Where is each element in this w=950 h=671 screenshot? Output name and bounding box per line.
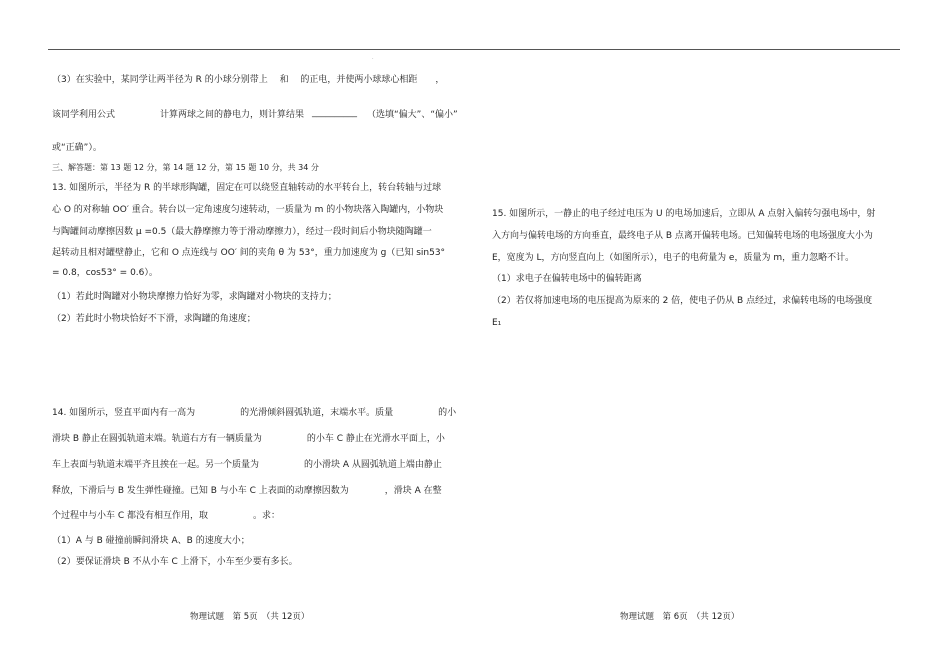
header-dot: · (372, 56, 374, 62)
q13-line3: 与陶罐间动摩擦因数 μ =0.5（最大静摩擦力等于滑动摩擦力），经过一段时间后小物块随陶罐一 (52, 227, 432, 237)
section3-header: 三、解答题：第 13 题 12 分，第 14 题 12 分，第 15 题 10 分，共 34 分 (52, 163, 319, 172)
q15-line1: 15. 如图所示，一静止的电子经过电压为 U 的电场加速后，立即从 A 点射入偏转匀强电场中，射 (492, 209, 876, 219)
q15-part2-cont: E₁ (492, 318, 502, 328)
q15-part2: （2）若仅将加速电场的电压提高为原来的 2 倍，使电子仍从 B 点经过，求偏转电场的电场强度 (492, 296, 873, 306)
header-rule (48, 49, 900, 50)
q13-part1: （1）若此时陶罐对小物块摩擦力恰好为零，求陶罐对小物块的支持力； (52, 292, 337, 302)
q15-part1: （1）求电子在偏转电场中的偏转距离 (492, 274, 642, 284)
q13-line1: 13. 如图所示，半径为 R 的半球形陶罐，固定在可以绕竖直轴转动的水平转台上，转台转轴与过球 (52, 183, 442, 193)
q12-part3-line2-suffix: 计算两球之间的静电力，则计算结果 (160, 110, 305, 120)
q14-part1: （1）A 与 B 碰撞前瞬间滑块 A、B 的速度大小； (52, 536, 250, 546)
q12-part3-line3: 或“正确”）。 (52, 143, 102, 153)
q13-line5: = 0.8，cos53° = 0.6）。 (52, 268, 158, 278)
q15-line2: 入方向与偏转电场的方向垂直，最终电子从 B 点离开偏转电场。已知偏转电场的电场强度大小为 (492, 231, 873, 241)
right-page-footer: 物理试题 第 6页 （共 12页） (620, 612, 740, 622)
q12-part3-line2-prefix: 该同学利用公式 (52, 110, 116, 120)
q14-line1: 14. 如图所示，竖直平面内有一高为 的光滑倾斜圆弧轨道，末端水平。质量 的小 (52, 408, 457, 418)
q14-line3: 车上表面与轨道末端平齐且挨在一起。另一个质量为 的小滑块 A 从圆弧轨道上端由静止 (52, 460, 442, 470)
q13-line4: 起转动且相对罐壁静止，它和 O 点连线与 OO′ 间的夹角 θ 为 53°，重力加速度为 g（已知 sin53° (52, 248, 446, 258)
q14-part2: （2）要保证滑块 B 不从小车 C 上滑下，小车至少要有多长。 (52, 557, 298, 567)
q12-part3-options: （选填“偏大”、“偏小” (367, 110, 458, 120)
left-page-footer: 物理试题 第 5页 （共 12页） (190, 612, 310, 622)
q14-line4: 释放，下滑后与 B 发生弹性碰撞。已知 B 与小车 C 上表面的动摩擦因数为 ，滑块 A 在整 (52, 486, 442, 496)
q12-answer-blank: __________ (312, 108, 357, 118)
q14-line5: 个过程中与小车 C 都没有相互作用，取 。求： (52, 511, 281, 521)
q12-part3-line1: （3）在实验中，某同学让两半径为 R 的小球分别带上 和 的正电，并使两小球球心相距 ， (52, 75, 445, 85)
q14-line2: 滑块 B 静止在圆弧轨道末端。轨道右方有一辆质量为 的小车 C 静止在光滑水平面上，小 (52, 434, 445, 444)
q13-part2: （2）若此时小物块恰好不下滑，求陶罐的角速度； (52, 314, 256, 324)
q13-line2: 心 O 的对称轴 OO′ 重合。转台以一定角速度匀速转动，一质量为 m 的小物块落入陶罐内，小物块 (52, 205, 444, 215)
q15-line3: E，宽度为 L，方向竖直向上（如图所示），电子的电荷量为 e，质量为 m，重力忽略不计。 (492, 253, 855, 263)
